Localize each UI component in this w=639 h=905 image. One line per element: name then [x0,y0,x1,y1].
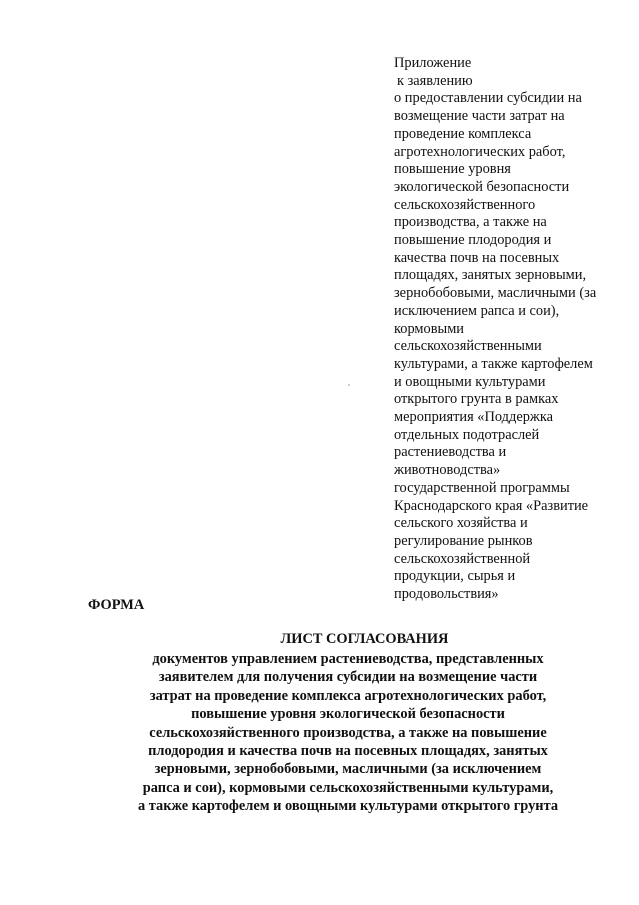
approval-line: затрат на проведение комплекса агротехнологических работ, [149,687,547,704]
appendix-line: производства, а также на [394,214,547,231]
approval-line: плодородия и качества почв на посевных площадях, занятых [148,743,548,760]
appendix-line: регулирование рынков [394,532,533,549]
appendix-line: о предоставлении субсидии на [394,90,582,107]
appendix-line: растениеводства и [394,444,507,461]
appendix-line: мероприятия «Поддержка [394,409,554,426]
appendix-line: зернобобовыми, масличными (за [394,285,597,302]
appendix-line: и овощными культурами [394,373,546,390]
appendix-line: сельского хозяйства и [394,515,528,532]
appendix-line: сельскохозяйственными [394,338,542,355]
approval-line: а также картофелем и овощными культурами открытого грунта [137,798,559,815]
approval-sheet-title: ЛИСТ СОГЛАСОВАНИЯ [280,631,449,647]
appendix-line: повышение уровня [394,161,511,178]
appendix-line: культурами, а также картофелем [394,355,593,372]
appendix-line: агротехнологических работ, [394,143,566,160]
appendix-line: отдельных подотраслей [394,426,540,443]
appendix-line: экологической безопасности [394,178,570,195]
appendix-line: к заявлению [397,72,473,89]
approval-sheet-description [100,650,596,816]
approval-line: документов управлением растениеводства, представленных [152,651,544,667]
appendix-line: качества почв на посевных [394,249,560,266]
appendix-line: сельскохозяйственного [394,196,536,213]
appendix-line: площадях, занятых зерновыми, [394,267,587,284]
approval-line: сельскохозяйственного производства, а также на повышение [149,724,547,741]
appendix-line: исключением рапса и сои), [394,302,560,319]
appendix-line: продукции, сырья и [394,568,516,585]
approval-line: рапса и сои), кормовыми сельскохозяйственными культурами, [142,779,554,796]
approval-line: повышение уровня экологической безопасности [191,706,505,723]
appendix-line: Приложение [394,55,472,71]
approval-line: зерновыми, зернобобовыми, масличными (за исключением [154,761,542,778]
appendix-line: государственной программы [394,479,570,496]
form-label: ФОРМА [88,597,145,613]
appendix-note [394,55,624,604]
appendix-line: животноводства» [394,462,501,479]
appendix-line: продовольствия» [394,586,499,603]
appendix-line: повышение плодородия и [394,232,552,249]
appendix-line: проведение комплекса [394,125,532,142]
appendix-line: кормовыми [394,320,465,337]
approval-line: заявителем для получения субсидии на возмещение части [158,669,538,686]
appendix-line: сельскохозяйственной [394,550,531,567]
appendix-line: Краснодарского края «Развитие [394,497,589,514]
scan-speck [348,384,350,386]
appendix-line: возмещение части затрат на [394,108,565,125]
appendix-line: открытого грунта в рамках [394,391,559,408]
